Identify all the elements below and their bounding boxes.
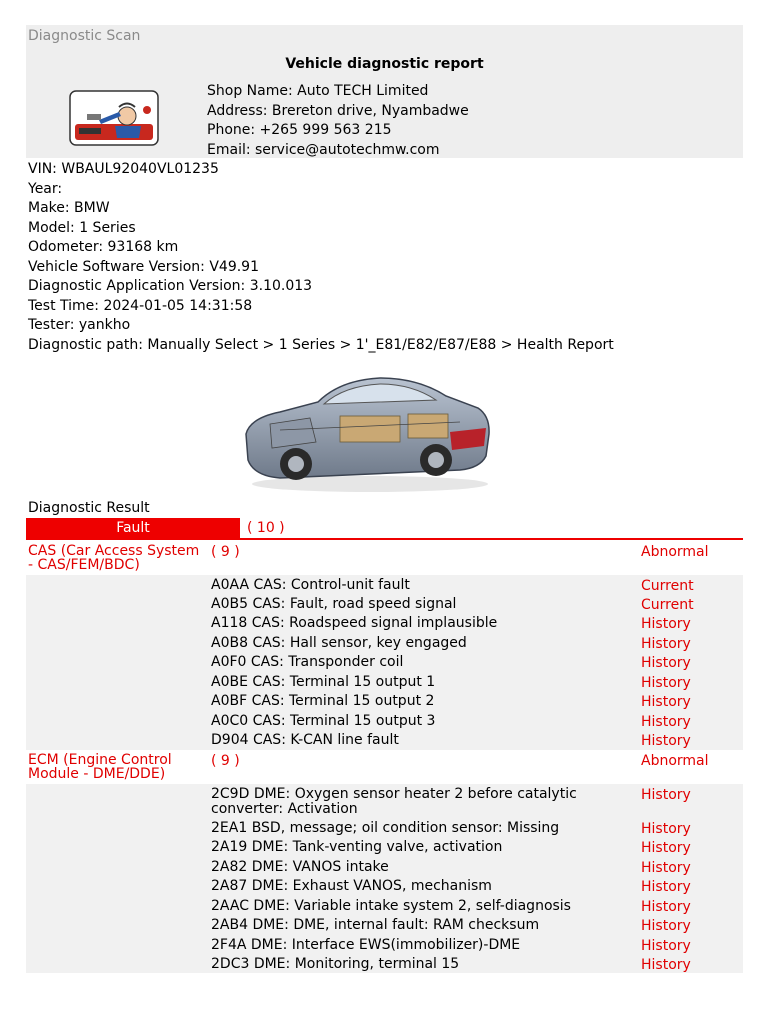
- fault-code-desc: A118 CAS: Roadspeed signal implausible: [211, 615, 498, 631]
- fault-code-status: History: [641, 733, 691, 749]
- fault-code-status: History: [641, 655, 691, 671]
- shop-phone: Phone: +265 999 563 215: [207, 122, 392, 138]
- fault-code-status: History: [641, 616, 691, 632]
- tester: Tester: yankho: [28, 317, 131, 333]
- fault-code-row: [26, 655, 743, 675]
- vehicle-model: Model: 1 Series: [28, 219, 136, 236]
- fault-code-desc: A0C0 CAS: Terminal 15 output 3: [211, 713, 436, 729]
- divider: [26, 538, 743, 540]
- shop-address: Address: Brereton drive, Nyambadwe: [207, 102, 469, 119]
- diagnostic-app-version: Diagnostic Application Version: 3.10.013: [28, 278, 313, 294]
- fault-code-desc: A0AA CAS: Control-unit fault: [211, 577, 410, 593]
- report-title: Vehicle diagnostic report: [285, 56, 484, 72]
- fault-code-desc: 2A87 DME: Exhaust VANOS, mechanism: [211, 878, 492, 894]
- fault-code-status: History: [641, 957, 691, 973]
- fault-code-row: [26, 899, 743, 919]
- fault-code-status: History: [641, 860, 691, 876]
- fault-code-status: History: [641, 821, 691, 837]
- fault-code-row: [26, 714, 743, 734]
- fault-code-row: [26, 938, 743, 958]
- fault-code-row: [26, 694, 743, 714]
- fault-code-row: [26, 860, 743, 880]
- fault-code-status: History: [641, 879, 691, 895]
- vehicle-odometer: Odometer: 93168 km: [28, 239, 179, 255]
- car-cutaway-illustration: [240, 372, 492, 496]
- fault-code-desc: 2DC3 DME: Monitoring, terminal 15: [211, 956, 460, 972]
- diagnostic-path: Diagnostic path: Manually Select > 1 Series > 1'_E81/E82/E87/E88 > Health Report: [28, 336, 614, 353]
- fault-code-row: [26, 821, 743, 841]
- fault-code-desc: A0B5 CAS: Fault, road speed signal: [211, 596, 457, 612]
- fault-code-status: History: [641, 938, 691, 954]
- fault-code-desc: A0BE CAS: Terminal 15 output 1: [211, 674, 436, 690]
- shop-name: Shop Name: Auto TECH Limited: [207, 83, 429, 99]
- fault-code-row: [26, 733, 743, 753]
- fault-code-status: History: [641, 714, 691, 730]
- fault-code-row: [26, 957, 743, 977]
- fault-code-desc: 2EA1 BSD, message; oil condition sensor: Missing: [211, 820, 560, 836]
- fault-code-desc: 2AB4 DME: DME, internal fault: RAM checksum: [211, 917, 540, 933]
- fault-code-row: [26, 578, 743, 598]
- fault-code-status: History: [641, 787, 691, 803]
- fault-code-desc: 2C9D DME: Oxygen sensor heater 2 before catalytic converter: Activation: [211, 786, 577, 817]
- fault-code-row: [26, 918, 743, 938]
- fault-code-desc: A0B8 CAS: Hall sensor, key engaged: [211, 635, 467, 651]
- fault-code-row: [26, 597, 743, 617]
- vehicle-vin: VIN: WBAUL92040VL01235: [28, 161, 219, 177]
- scan-label: Diagnostic Scan: [28, 28, 141, 44]
- fault-code-row: [26, 636, 743, 656]
- test-time: Test Time: 2024-01-05 14:31:58: [28, 297, 253, 314]
- fault-code-row: [26, 787, 743, 821]
- section-status: Abnormal: [641, 544, 709, 560]
- section-name: ECM (Engine Control Module - DME/DDE): [28, 752, 172, 782]
- fault-code-desc: A0BF CAS: Terminal 15 output 2: [211, 693, 435, 709]
- diagnostic-result-label: Diagnostic Result: [28, 500, 150, 516]
- fault-code-status: History: [641, 694, 691, 710]
- shop-info: [207, 82, 469, 160]
- fault-code-desc: 2F4A DME: Interface EWS(immobilizer)-DME: [211, 937, 521, 953]
- shop-email: Email: service@autotechmw.com: [207, 141, 440, 158]
- fault-code-status: History: [641, 918, 691, 934]
- fault-code-status: History: [641, 675, 691, 691]
- section-name: CAS (Car Access System - CAS/FEM/BDC): [28, 543, 200, 573]
- vehicle-info: [28, 160, 614, 355]
- fault-code-desc: D904 CAS: K-CAN line fault: [211, 732, 399, 748]
- section-count: ( 9 ): [211, 544, 240, 560]
- fault-code-desc: 2A19 DME: Tank-venting valve, activation: [211, 839, 503, 855]
- report-header: [26, 25, 743, 158]
- section-count: ( 9 ): [211, 753, 240, 769]
- fault-code-row: [26, 675, 743, 695]
- fault-code-status: Current: [641, 597, 694, 613]
- vehicle-software-version: Vehicle Software Version: V49.91: [28, 258, 259, 275]
- vehicle-year: Year:: [28, 180, 63, 197]
- shop-logo-mechanic-icon: [69, 90, 159, 146]
- fault-code-row: [26, 879, 743, 899]
- fault-code-desc: 2A82 DME: VANOS intake: [211, 859, 389, 875]
- fault-code-row: [26, 840, 743, 860]
- fault-code-status: History: [641, 636, 691, 652]
- fault-count: ( 10 ): [247, 520, 285, 536]
- vehicle-make: Make: BMW: [28, 200, 110, 216]
- fault-code-row: [26, 616, 743, 636]
- fault-code-desc: 2AAC DME: Variable intake system 2, self-diagnosis: [211, 898, 571, 914]
- section-status: Abnormal: [641, 753, 709, 769]
- fault-code-status: History: [641, 840, 691, 856]
- fault-code-status: History: [641, 899, 691, 915]
- fault-tab[interactable]: Fault: [26, 518, 240, 538]
- fault-code-status: Current: [641, 578, 694, 594]
- fault-code-desc: A0F0 CAS: Transponder coil: [211, 654, 404, 670]
